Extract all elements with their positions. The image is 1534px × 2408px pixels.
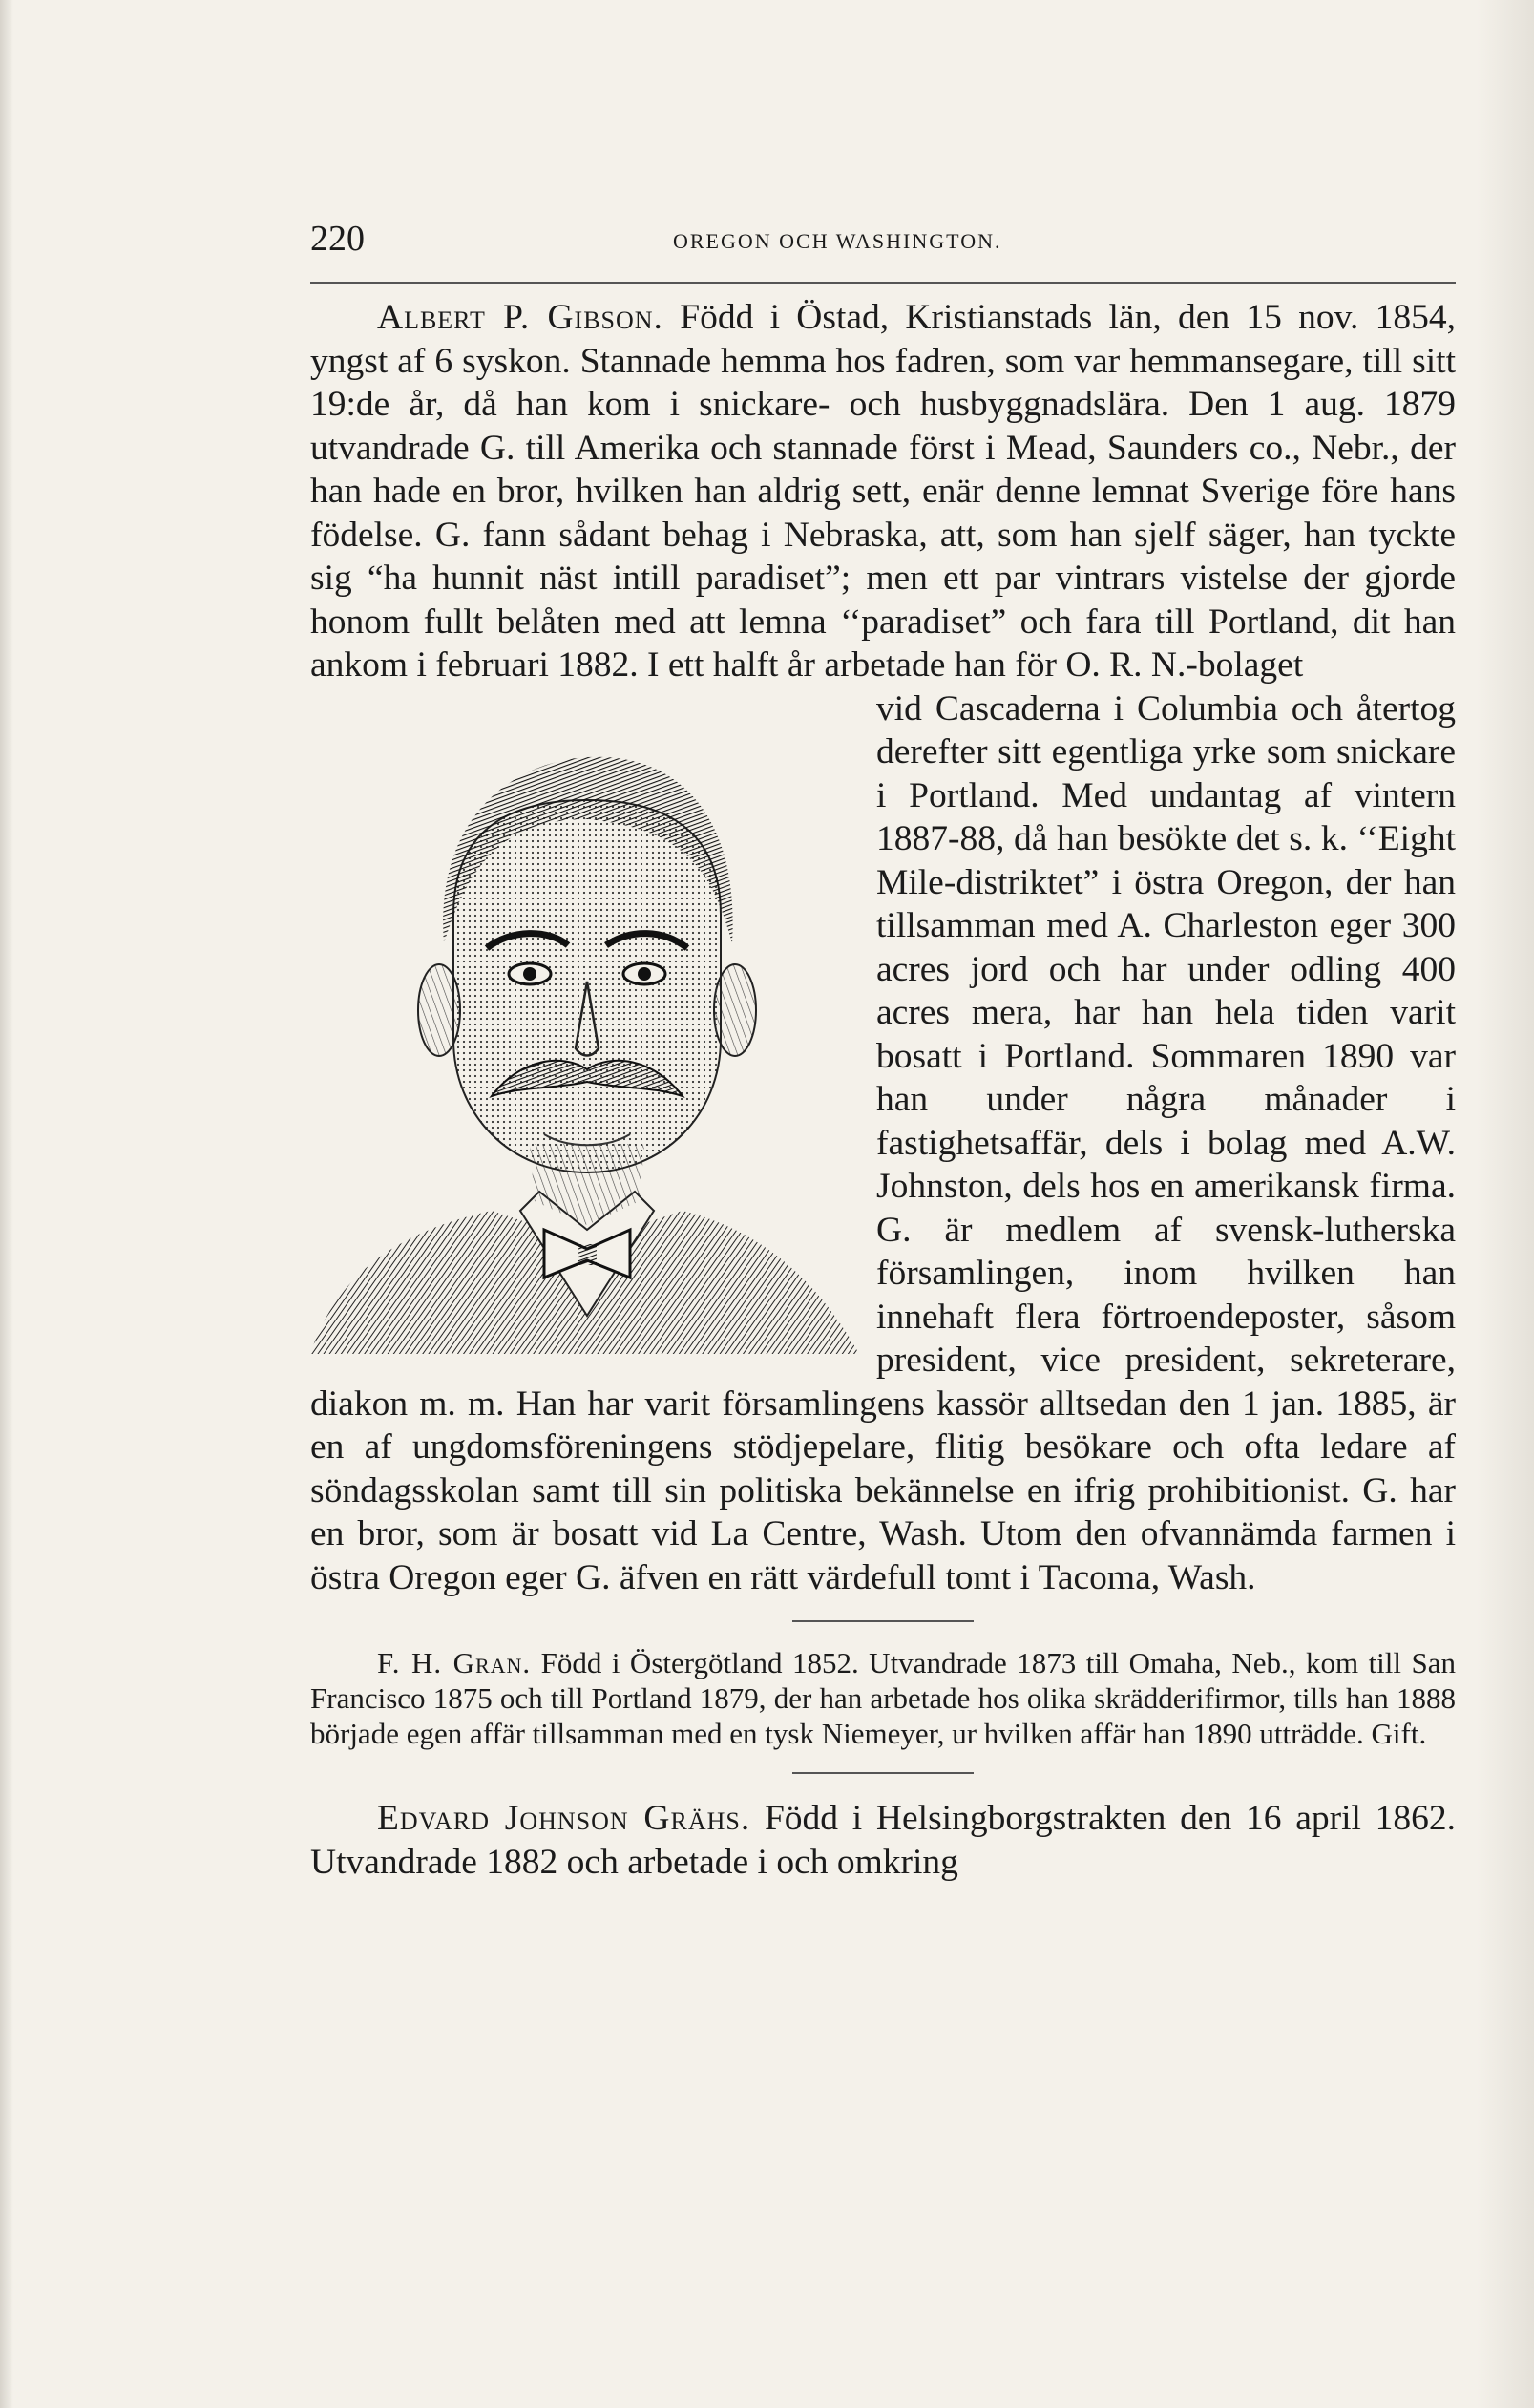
section-divider xyxy=(792,1772,974,1774)
page-header xyxy=(310,218,1456,265)
running-title: OREGON OCH WASHINGTON. xyxy=(673,229,1002,253)
entry-fh-gran xyxy=(310,1645,1456,1751)
page-body xyxy=(310,296,1456,1884)
entry-edvard-grahs xyxy=(310,1797,1456,1884)
entry-name: Edvard Johnson Grähs. xyxy=(377,1799,751,1838)
entry-text: Född i Helsingborgstrakten den 16 april 1862. Utvandrade 1882 och arbetade i och omkring xyxy=(310,1799,1457,1882)
entry-text-continued: vid Cascaderna i Columbia och återtog derefter sitt egentliga yrke som snickare i Portland. Med undantag af vintern 1887-88, då han besökte det s. k. ‘‘Eight Mile-distriktet” i östra Oregon, der han tillsamman med A. Charleston eger 300 acres jord och har under odling 400 acres mera, har han hela tiden varit bosatt i Portland. Sommaren 1890 var han under några månader i fastighetsaffär, dels i bolag med A.W. Johnston, dels hos en amerikansk firma. G. är medlem af svensk-lutherska församlingen, inom hvilken han innehaft flera förtroendeposter, såsom president, vice president, sekreterare, diakon m. m. Han har varit församlingens kassör alltsedan den 1 jan. 1885, är en af ungdomsföreningens stödjepelare, flitig besökare och ofta ledare af söndagsskolan samt till sin politiska bekännelse en ifrig prohibitionist. G. har en bror, som är bosatt vid La Centre, Wash. Utom den ofvannämda farmen i östra Oregon eger G. äfven en rätt värdefull tomt i Tacoma, Wash. xyxy=(310,688,1456,1597)
entry-text: Född i Östergötland 1852. Utvandrade 1873 till Omaha, Neb., kom till San Francisco 1875 och till Portland 1879, der han arbetade hos olika skrädderifirmor, tills han 1888 började egen affär tillsamman med en tysk Niemeyer, ur hvilken affär han 1890 utträdde. Gift. xyxy=(310,1646,1456,1750)
page-edge-shadow xyxy=(1477,0,1534,2408)
engraved-portrait-icon xyxy=(301,695,859,1354)
entry-albert-gibson-part1 xyxy=(310,296,1456,687)
entry-name: Albert P. Gibson. xyxy=(377,298,663,337)
entry-text: Född i Östad, Kristianstads län, den 15 nov. 1854, yngst af 6 syskon. Stannade hemma hos fadren, som var hemmansegare, till sitt 19:de år, då han kom i snickare- och husbyggnadslära. Den 1 aug. 1879 utvandrade G. till Amerika och stannade först i Mead, Saunders co., Nebr., der han hade en bror, hvilken han aldrig sett, enär denne lemnat Sverige före hans födelse. G. fann sådant behag i Nebraska, att, som han sjelf säger, han tyckte sig “ha hunnit näst intill paradiset”; men ett par vintrars vistelse der gjorde honom fullt belåten med att lemna ‘‘paradiset” och fara till Portland, dit han ankom i februari 1882. I ett halft år arbetade han för O. R. N.-bolaget xyxy=(310,298,1456,685)
page-number: 220 xyxy=(310,219,365,259)
entry-name: F. H. Gran. xyxy=(377,1646,532,1679)
section-divider xyxy=(792,1620,974,1622)
header-rule xyxy=(310,282,1456,284)
page-gutter-shadow xyxy=(0,0,13,2408)
